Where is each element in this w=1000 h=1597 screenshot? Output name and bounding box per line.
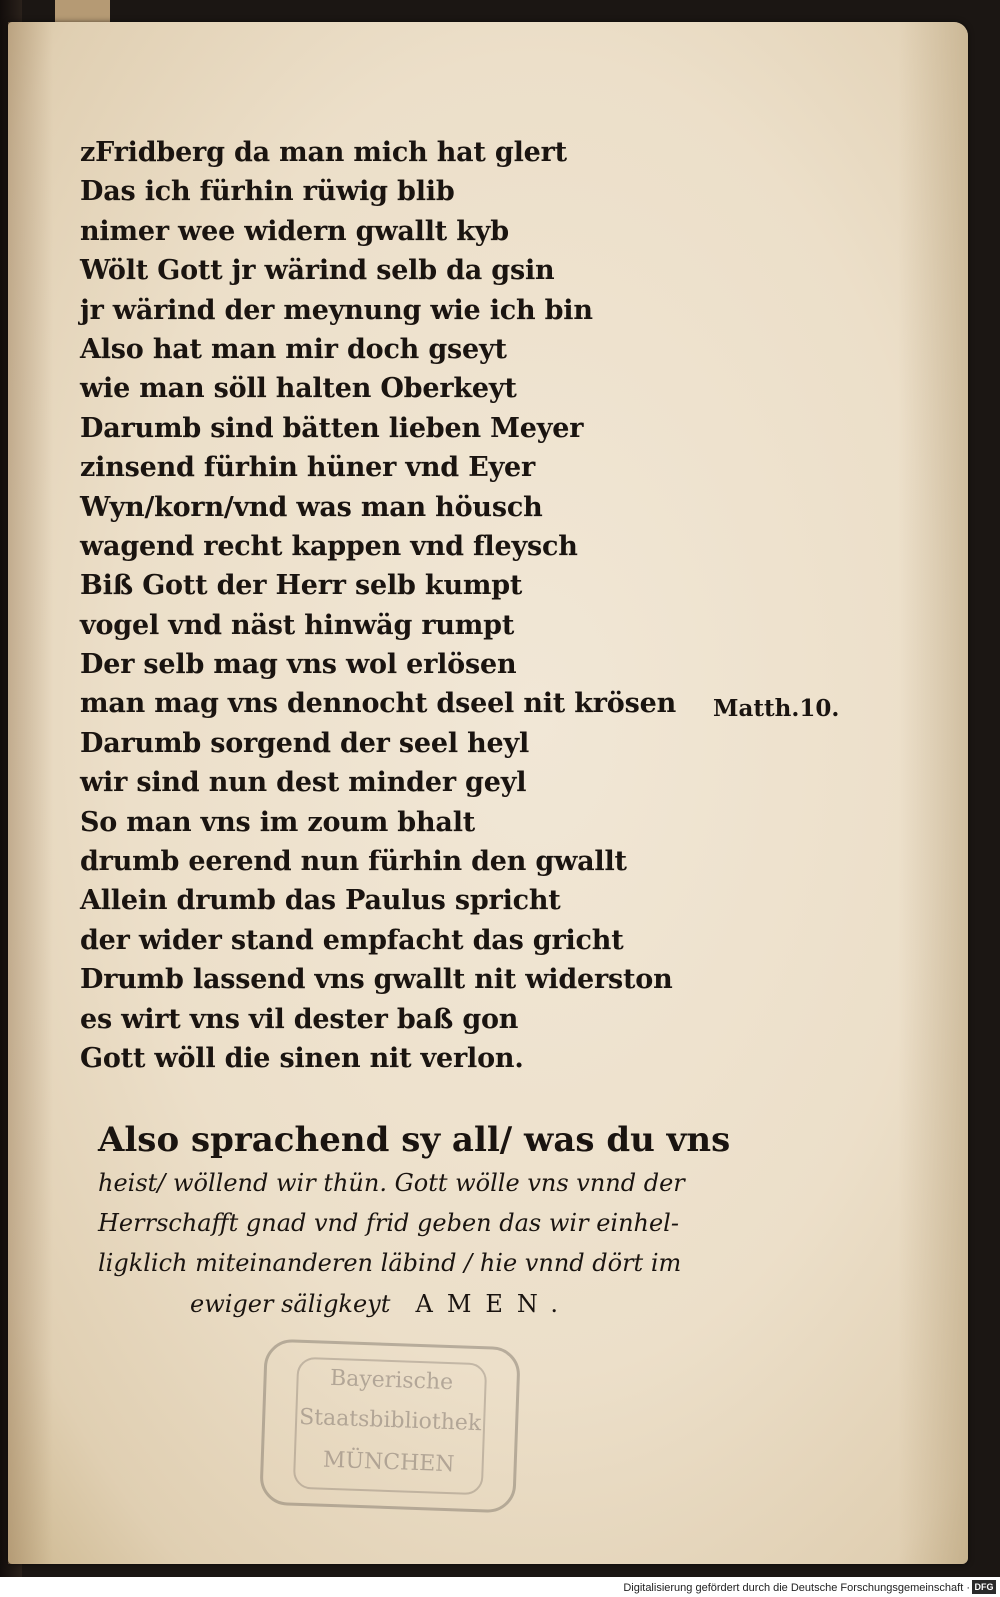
dfg-logo-icon: DFG <box>972 1580 996 1594</box>
verse-block <box>80 133 720 1078</box>
library-stamp <box>259 1339 521 1514</box>
verse-line: man mag vns dennocht dseel nit krösen <box>80 688 677 720</box>
verse-line: wie man söll halten Oberkeyt <box>80 373 517 405</box>
page-edge-shade <box>898 22 968 1564</box>
verse-line: Also hat man mir doch gseyt <box>80 333 507 365</box>
verse-line: Allein drumb das Paulus spricht <box>80 885 561 917</box>
verse-line: zinsend fürhin hüner vnd Eyer <box>80 452 536 484</box>
amen-text: AMEN. <box>415 1290 573 1318</box>
stamp-line: MÜNCHEN <box>322 1447 455 1478</box>
verse-line: Drumb lassend vns gwallt nit widerston <box>80 964 673 996</box>
stamp-line: Bayerische <box>329 1365 454 1396</box>
verse-line: Wölt Gott jr wärind selb da gsin <box>80 255 555 287</box>
verse-line: So man vns im zoum bhalt <box>80 806 476 838</box>
verse-line: Darumb sorgend der seel heyl <box>80 727 530 759</box>
funding-credit: Digitalisierung gefördert durch die Deutsche Forschungsgemeinschaft · <box>623 1582 970 1594</box>
closing-line: Herrschafft gnad vnd frid geben das wir einhel- <box>98 1209 679 1237</box>
closing-paragraph <box>98 1117 738 1325</box>
verse-line: wagend recht kappen vnd fleysch <box>80 530 578 562</box>
verse-line: nimer wee widern gwallt kyb <box>80 215 509 247</box>
verse-line: jr wärind der meynung wie ich bin <box>80 294 593 326</box>
closing-heading: Also sprachend sy all/ was du vns <box>98 1120 731 1160</box>
page-gutter-shade <box>8 22 53 1564</box>
verse-line: Das ich fürhin rüwig blib <box>80 176 455 208</box>
closing-line: ligklich miteinanderen läbind / hie vnnd dört im <box>98 1249 682 1277</box>
verse-line: vogel vnd näst hinwäg rumpt <box>80 609 515 641</box>
verse-line: Darumb sind bätten lieben Meyer <box>80 412 584 444</box>
closing-last-text: ewiger säligkeyt <box>190 1290 391 1318</box>
verse-line: Wyn/korn/vnd was man höusch <box>80 491 543 523</box>
verse-line: drumb eerend nun fürhin den gwallt <box>80 846 627 878</box>
verse-line: zFridberg da man mich hat glert <box>80 137 567 168</box>
verse-line: Biß Gott der Herr selb kumpt <box>80 570 523 602</box>
closing-line: heist/ wöllend wir thün. Gott wölle vns vnnd der <box>98 1169 685 1197</box>
closing-last-line <box>98 1283 738 1325</box>
verse-line: es wirt vns vil dester baß gon <box>80 1003 519 1035</box>
verse-line: Der selb mag vns wol erlösen <box>80 649 517 681</box>
verse-line: wir sind nun dest minder geyl <box>80 767 527 799</box>
verse-line: der wider stand empfacht das gricht <box>80 924 624 956</box>
verse-line: Gott wöll die sinen nit verlon. <box>80 1042 524 1074</box>
stamp-line: Staatsbibliothek <box>298 1404 482 1437</box>
marginal-note: Matth.10. <box>713 695 840 722</box>
